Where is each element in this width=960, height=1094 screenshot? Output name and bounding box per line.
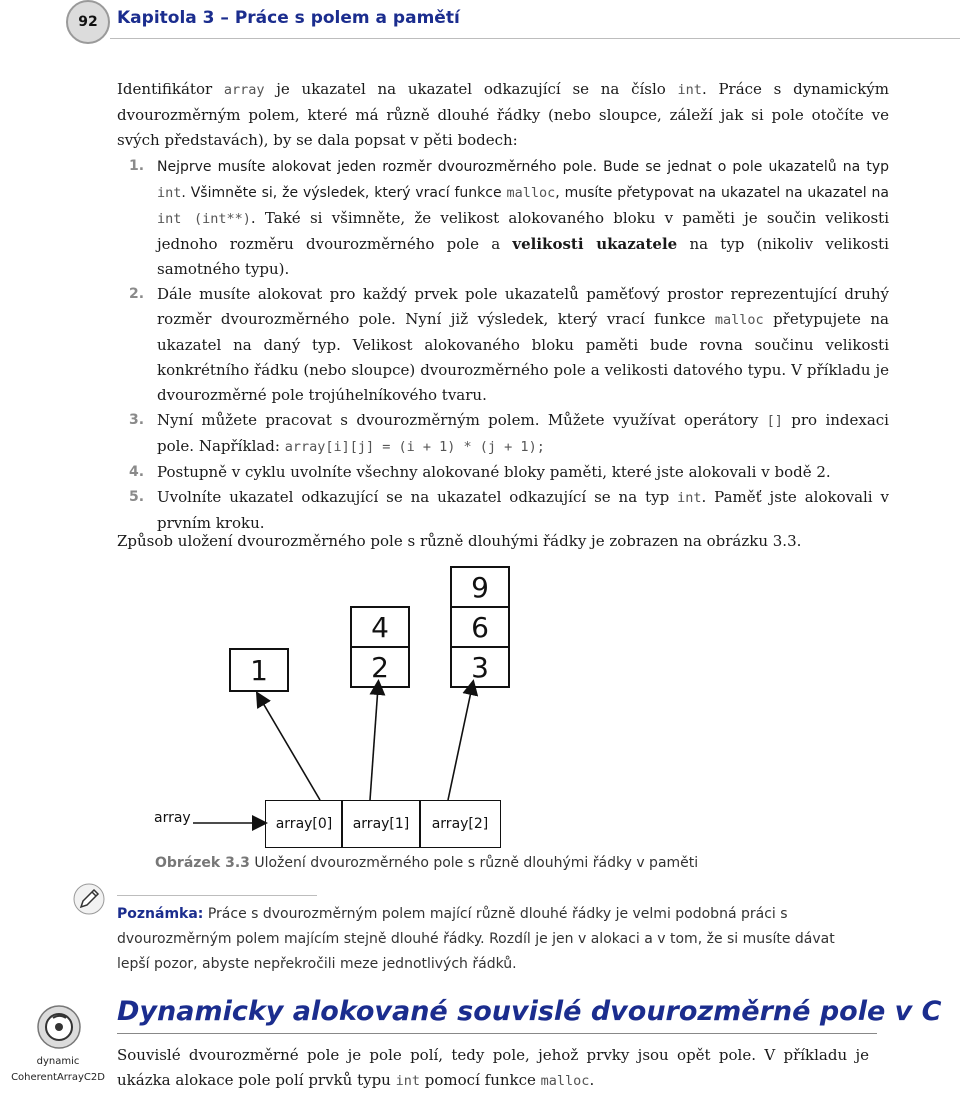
row0-cell: 1 — [229, 648, 289, 692]
arrow-row2 — [448, 687, 472, 800]
caption-text: Uložení dvourozměrného pole s různě dlouhými řádky v paměti — [249, 855, 699, 871]
step-text: . Všimněte si, že výsledek, který vrací funkce — [181, 185, 507, 201]
pointer-cell: array[1] — [341, 800, 421, 848]
code-malloc: malloc — [714, 312, 764, 328]
note-text: Práce s dvourozměrným polem mající různě dlouhé řádky je velmi podobná práci s dvourozměrným polem majícím stejně dlouhé řádky. Rozdíl je jen v alokaci a v tom, že si musíte dávat lepší pozor, abyste nepřekročili meze jednotlivých řádků. — [117, 906, 835, 972]
steps-list — [117, 154, 889, 536]
step-text: Dále musíte alokovat pro každý prvek pole ukazatelů paměťový prostor reprezentující druhý rozměr dvourozměrného pole. Nyní již výsledek, který vrací funkce — [157, 285, 889, 328]
intro-text: . Práce s dynamickým dvourozměrným polem, které má různě dlouhé řádky (nebo sloupce, záleží jak si pole otočíte ve svých představách), by se dala popsat v pěti bodech: — [117, 80, 889, 149]
step-number: 4. — [129, 464, 145, 480]
list-item — [117, 154, 889, 282]
step-text: Postupně v cyklu uvolníte všechny alokované bloky paměti, které jste alokovali v bodě 2. — [157, 463, 831, 481]
figure-3-3 — [140, 560, 540, 860]
code-malloc: malloc — [540, 1073, 590, 1089]
example-label: dynamic — [36, 1056, 80, 1067]
step-number: 3. — [129, 412, 145, 428]
step-text: Nejprve musíte alokovat jeden rozměr dvourozměrného pole. Bude se jednat o pole ukazatelů na typ — [157, 159, 889, 175]
code-int: int — [157, 185, 182, 201]
note-divider — [117, 895, 317, 896]
step-text: . Také si všimněte, že velikost alokovaného bloku v paměti je součin velikosti jednoho rozměru dvourozměrného pole a — [157, 209, 890, 253]
section-title: Dynamicky alokované souvislé dvourozměrné pole v C — [117, 996, 942, 1027]
pencil-icon — [72, 882, 106, 916]
intro-text: Identifikátor — [117, 80, 224, 98]
cd-icon — [36, 1004, 82, 1050]
code-int-pp: int (int**) — [157, 211, 251, 227]
code-brackets: [] — [766, 413, 783, 429]
row2-cell: 6 — [450, 606, 510, 648]
section-divider — [117, 1033, 877, 1034]
example-label: CoherentArrayC2D — [11, 1072, 105, 1083]
chapter-title: Kapitola 3 – Práce s polem a pamětí — [117, 8, 460, 28]
header-divider — [110, 38, 960, 39]
section-text: Souvislé dvourozměrné pole je pole polí, tedy pole, jehož prvky jsou opět pole. V příkladu je ukázka alokace pole polí prvků typu — [117, 1046, 869, 1089]
step-bold: velikosti ukazatele — [512, 235, 678, 253]
step-number: 1. — [129, 158, 145, 174]
code-int: int — [395, 1073, 421, 1089]
list-item — [117, 408, 889, 460]
pointer-label: array — [154, 810, 191, 826]
step-text: přetypujete na ukazatel na daný typ. Velikost alokovaného bloku paměti bude rovna součinu velikosti konkrétního řádku (nebo sloupce) dvourozměrného pole a velikosti datového typu. V příkladu je dvourozměrné pole trojúhelníkového tvaru. — [157, 310, 889, 404]
intro-text: je ukazatel na ukazatel odkazující se na číslo — [264, 80, 678, 98]
arrow-row1 — [370, 687, 378, 800]
arrow-row0 — [260, 698, 320, 800]
row1-cell: 2 — [350, 646, 410, 688]
code-int: int — [677, 82, 702, 98]
caption-label: Obrázek 3.3 — [155, 855, 250, 871]
pointer-cell: array[2] — [419, 800, 501, 848]
code-malloc: malloc — [506, 185, 556, 201]
section-text: . — [589, 1071, 595, 1089]
note-box — [117, 902, 869, 977]
step-number: 5. — [129, 489, 145, 505]
intro-paragraph — [117, 77, 889, 153]
page-number: 92 — [78, 14, 98, 30]
section-paragraph — [117, 1043, 869, 1094]
pointer-cell: array[0] — [265, 800, 343, 848]
step-text: pro indexaci pole. Například: — [157, 411, 889, 455]
figure-intro: Způsob uložení dvourozměrného pole s různě dlouhými řádky je zobrazen na obrázku 3.3. — [117, 532, 802, 550]
code-int: int — [677, 490, 702, 506]
page-number-badge — [66, 0, 110, 44]
row2-cell: 9 — [450, 566, 510, 608]
note-label: Poznámka: — [117, 906, 204, 922]
step-text: . Paměť jste alokovali v prvním kroku. — [157, 488, 889, 532]
step-text: Nyní můžete pracovat s dvourozměrným polem. Můžete využívat operátory — [157, 411, 767, 429]
list-item — [117, 460, 889, 485]
step-number: 2. — [129, 286, 145, 302]
row2-cell: 3 — [450, 646, 510, 688]
code-array: array — [223, 82, 265, 98]
step-text: Uvolníte ukazatel odkazující se na ukazatel odkazující se na typ — [157, 488, 678, 506]
step-text: , musíte přetypovat na ukazatel na ukazatel na — [555, 185, 889, 201]
row1-cell: 4 — [350, 606, 410, 648]
code-example: array[i][j] = (i + 1) * (j + 1); — [284, 439, 545, 455]
section-text: pomocí funkce — [420, 1071, 541, 1089]
list-item — [117, 282, 889, 408]
figure-caption — [155, 855, 698, 871]
step-text: na typ (nikoliv velikosti samotného typu). — [157, 235, 889, 278]
